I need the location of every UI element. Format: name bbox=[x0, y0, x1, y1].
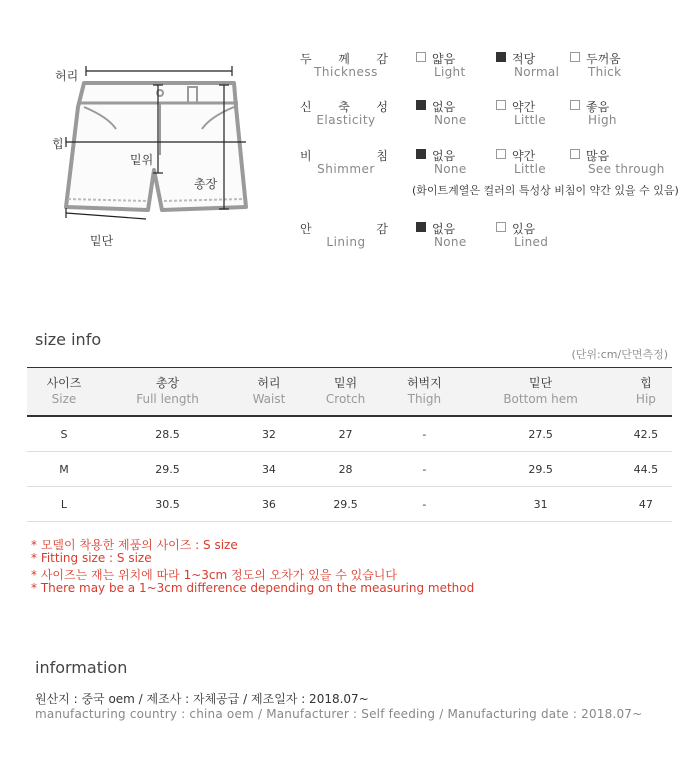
checkbox[interactable] bbox=[416, 52, 426, 62]
note-model-size: * 모델이 착용한 제품의 사이즈 : S size bbox=[31, 538, 238, 552]
table-row: L 30.5 36 29.5 - 31 47 bbox=[27, 487, 672, 522]
length-label: 총장 bbox=[194, 177, 218, 191]
information-en: manufacturing country : china oem / Manufacturer : Self feeding / Manufacturing date : 2018.07~ bbox=[35, 707, 643, 721]
table-row: M 29.5 34 28 - 29.5 44.5 bbox=[27, 452, 672, 487]
checkbox[interactable] bbox=[496, 149, 506, 159]
attr-label-en: Shimmer bbox=[317, 162, 375, 176]
checkbox-checked[interactable] bbox=[416, 222, 426, 232]
note-difference-en: * There may be a 1~3cm difference depending on the measuring method bbox=[31, 581, 475, 595]
size-info-title: size info bbox=[35, 330, 102, 349]
header-full-length: 총장 Full length bbox=[101, 368, 234, 417]
attr-thickness: 두 께 감 Thickness 얇음 Light 적당 Normal 두꺼움 Thick bbox=[300, 52, 622, 79]
attr-lining: 안 감 Lining 없음 None 있음 Lined bbox=[300, 222, 549, 249]
attr-elasticity: 신 축 성 Elasticity 없음 None 약간 Little 좋음 High bbox=[300, 100, 617, 127]
header-crotch: 밑위 Crotch bbox=[304, 368, 388, 417]
hip-label: 힙 bbox=[52, 137, 64, 151]
header-waist: 허리 Waist bbox=[234, 368, 304, 417]
checkbox[interactable] bbox=[496, 100, 506, 110]
waist-label: 허리 bbox=[55, 69, 79, 83]
size-table bbox=[27, 367, 672, 522]
hem-label: 밑단 bbox=[90, 234, 114, 248]
header-thigh: 허벅지 Thigh bbox=[387, 368, 461, 417]
header-bottom-hem: 밑단 Bottom hem bbox=[461, 368, 619, 417]
attr-label-en: Lining bbox=[326, 235, 366, 249]
checkbox[interactable] bbox=[570, 100, 580, 110]
information-ko: 원산지 : 중국 oem / 제조사 : 자체공급 / 제조일자 : 2018.07~ bbox=[35, 692, 369, 706]
table-row: S 28.5 32 27 - 27.5 42.5 bbox=[27, 416, 672, 452]
attr-label-en: Thickness bbox=[314, 65, 378, 79]
note-difference-ko: * 사이즈는 재는 위치에 따라 1~3cm 정도의 오차가 있을 수 있습니다 bbox=[31, 568, 397, 582]
unit-note: (단위:cm/단면측정) bbox=[571, 348, 668, 361]
attr-shimmer: 비 침 Shimmer 없음 None 약간 Little 많음 See through bbox=[300, 149, 665, 176]
shorts-measurement-diagram bbox=[50, 55, 260, 250]
shimmer-note: (화이트계열은 컬러의 특성상 비침이 약간 있을 수 있음) bbox=[412, 184, 679, 197]
checkbox-checked[interactable] bbox=[496, 52, 506, 62]
checkbox[interactable] bbox=[570, 149, 580, 159]
attr-label-en: Elasticity bbox=[316, 113, 376, 127]
checkbox[interactable] bbox=[496, 222, 506, 232]
checkbox-checked[interactable] bbox=[416, 100, 426, 110]
table-header-row bbox=[27, 368, 672, 417]
note-fitting-size: * Fitting size : S size bbox=[31, 551, 152, 565]
checkbox[interactable] bbox=[570, 52, 580, 62]
header-hip: 힙 Hip bbox=[620, 368, 672, 417]
shorts-outline-icon bbox=[50, 55, 260, 250]
crotch-label: 밑위 bbox=[130, 153, 154, 167]
checkbox-checked[interactable] bbox=[416, 149, 426, 159]
header-size: 사이즈 Size bbox=[27, 368, 101, 417]
information-title: information bbox=[35, 658, 128, 677]
